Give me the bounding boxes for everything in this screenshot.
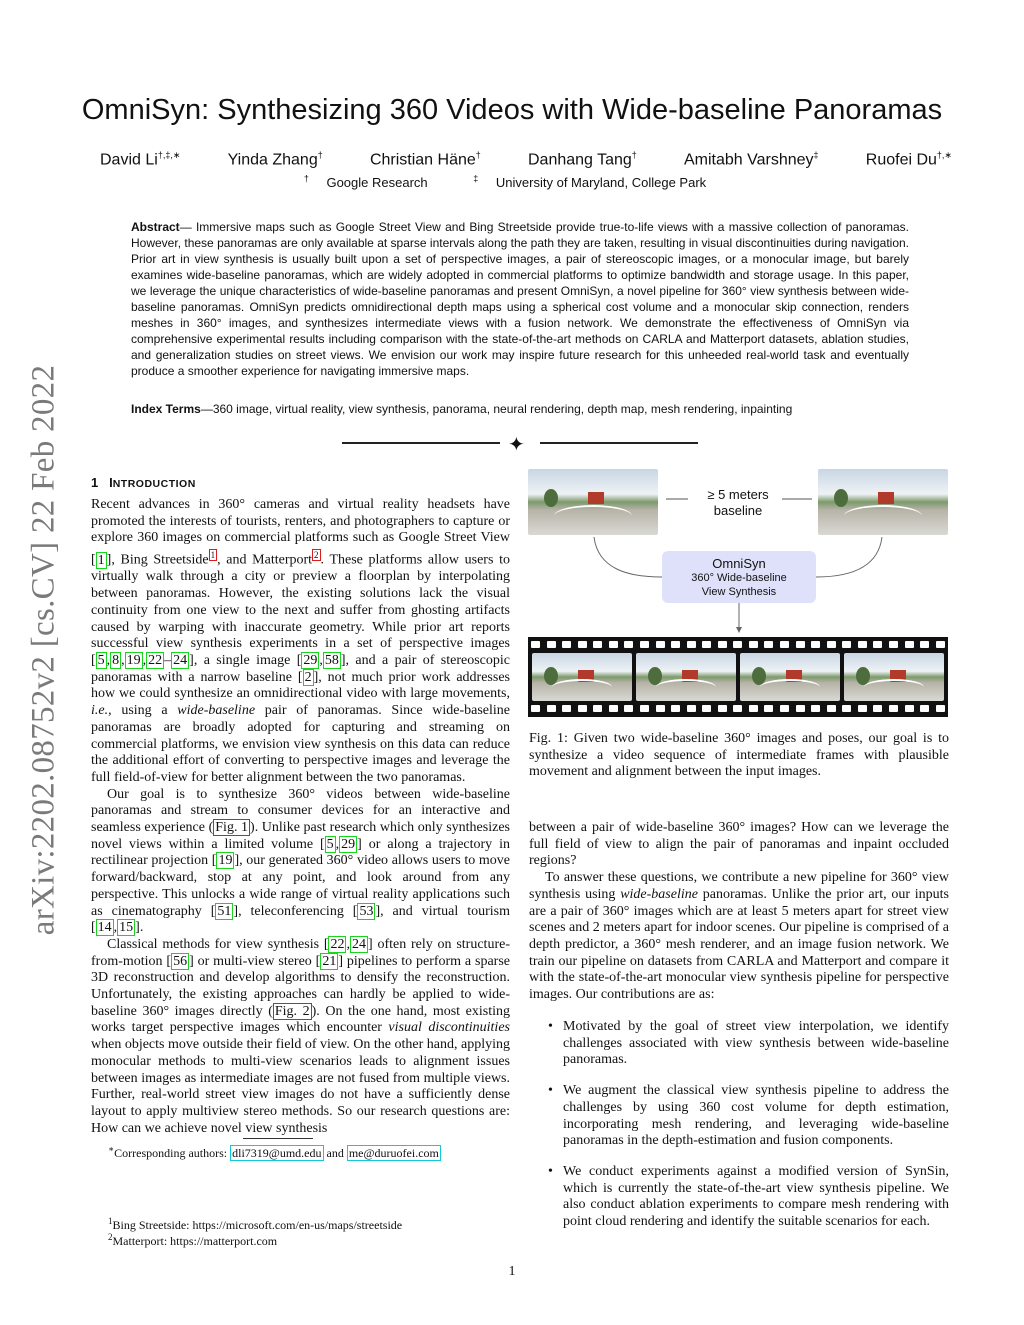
email-link[interactable]: dli7319@umd.edu: [232, 1146, 322, 1160]
synthesized-frame: [636, 653, 736, 701]
index-terms: Index Terms—360 image, virtual reality, view synthesis, panorama, neural rendering, depth map, mesh rendering, inpainting: [131, 402, 793, 416]
citation-link[interactable]: 58: [324, 652, 339, 668]
author-list: [100, 150, 952, 169]
synthesized-frame: [532, 653, 632, 701]
affiliation: ‡ University of Maryland, College Park: [473, 174, 707, 191]
left-column: [91, 497, 510, 1137]
citation-link[interactable]: 56: [173, 953, 188, 969]
footnote: $^1$Bing Streetside: https://microsoft.com/en-us/maps/streetside: [108, 1216, 403, 1232]
paragraph: Classical methods for view synthesis [ 22 , 24 ] often rely on structure-from-motion [ 56 ] or multi-view stereo [ 21 ] pipelines to perform a sparse 3D reconstruction and develop algorithms to densify the reconstruction. Unfortunately, the existing approaches can hardly be applied to wide-baseline 360° images directly ( Fig. 2 ). On the one hand, most existing works target perspective images which encounter visual discontinuities when objects move outside their field of view. On the other hand, applying monocular methods to multi-view scenarios leads to alignment issues between images as intermediate images are not fused from multiple views. Further, real-world street view images do not have a sufficiently dense layout to apply multiview stereo methods. So our research questions are: How can we achieve novel view synthesis: [91, 936, 510, 1136]
footnote-link[interactable]: 2: [314, 550, 319, 561]
figure-1: [528, 469, 948, 717]
filmstrip: [528, 637, 948, 717]
author: Christian Häne†: [369, 150, 481, 169]
citation-link[interactable]: 19: [218, 853, 233, 869]
paper-title: OmniSyn: Synthesizing 360 Videos with Wide-baseline Panoramas: [81, 94, 943, 126]
list-item: • We conduct experiments against a modified version of SynSin, which is currently the state-of-the-art view synthesis pipeline. We also conduct ablation experiments to compare mesh rendering with point cloud rendering and identify the suitable scenarios for each.: [548, 1164, 949, 1231]
footnote-link[interactable]: 1: [210, 550, 216, 561]
author: Amitabh Varshney‡: [684, 150, 819, 169]
citation-link[interactable]: 22: [148, 652, 163, 668]
citation-link[interactable]: 29: [341, 836, 356, 852]
citation-link[interactable]: 5: [97, 652, 105, 668]
footnote: $^2$Matterport: https://matterport.com: [108, 1232, 278, 1248]
abstract: Abstract— Immersive maps such as Google Street View and Bing Streetside provide true-to-life views with a massive collection of panoramas. However, these panoramas are only available at sparse intervals along the path they are taken, resulting in visual discontinuities during navigation. Prior art in view synthesis is usually built upon a set of perspective images, a pair of stereoscopic images, or a monocular image, but barely examines wide-baseline panoramas, which are widely adopted in commercial platforms to optimize bandwidth and storage usage. In this paper, we leverage the unique characteristics of wide-baseline panoramas and present OmniSyn, a novel pipeline for 360° view synthesis between wide-baseline panoramas. OmniSyn predicts omnidirectional depth maps using a spherical cost volume and a monocular skip connection, renders meshes in 360° images, and synthesizes intermediate views with a fusion network. We demonstrate the effectiveness of OmniSyn via comprehensive experimental results including comparison with the state-of-the-art methods on CARLA and Matterport datasets, ablation studies, and generalization studies on street views. We envision our work may inspire future research for this unheeded real-world task and eventually produce a smoother experience for navigating immersive maps.: [131, 220, 909, 378]
list-item: • Motivated by the goal of street view interpolation, we identify challenges associated with view synthesis between wide-baseline panoramas.: [548, 1019, 949, 1069]
paragraph: between a pair of wide-baseline 360° images? How can we leverage the full field of view to align the pair of panoramas and inpaint occluded regions?: [529, 820, 949, 869]
citation-link[interactable]: 2: [304, 669, 312, 685]
contribution-list: [548, 1019, 949, 1245]
citation-link[interactable]: 21: [322, 953, 337, 969]
citation-link[interactable]: 15: [119, 920, 134, 936]
citation-link[interactable]: 22: [330, 936, 345, 952]
paragraph: To answer these questions, we contribute a new pipeline for 360° view synthesis using wide-baseline panoramas. Unlike the prior art, our inputs are a pair of 360° images which are at least 5 meters apart for street view scenes and 2 meters apart for indoor scenes. Our pipeline is comprised of a depth predictor, a 360° mesh renderer, and an image fusion network. We train our pipeline on datasets from CARLA and Matterport and compare it with the state-of-the-art monocular view synthesis pipeline for perspective images. Our contributions are as:: [529, 870, 949, 1003]
figure-link[interactable]: Fig. 1: [215, 820, 249, 836]
email-link[interactable]: me@duruofei.com: [348, 1146, 439, 1160]
divider-star-icon: ✦: [508, 434, 525, 456]
synthesized-frame: [844, 653, 944, 701]
citation-link[interactable]: 1: [97, 552, 105, 568]
author: Ruofei Du†,∗: [865, 150, 952, 169]
affiliation: † Google Research: [303, 174, 428, 191]
citation-link[interactable]: 8: [112, 652, 120, 668]
citation-link[interactable]: 24: [173, 652, 188, 668]
divider-line: [342, 442, 500, 444]
author: Yinda Zhang†: [227, 150, 323, 169]
omnisyn-box: OmniSyn 360° Wide-baseline View Synthesis: [662, 551, 816, 603]
film-holes: [531, 641, 945, 649]
section-divider: [342, 434, 698, 454]
figure-1-caption: Fig. 1: Given two wide-baseline 360° images and poses, our goal is to synthesize a video sequence of intermediate frames with plausible movement and alignment between the input images.: [529, 731, 949, 780]
baseline-label: ≥ 5 meters baseline: [707, 487, 769, 518]
citation-link[interactable]: 14: [97, 920, 112, 936]
paragraph: Our goal is to synthesize 360° videos between wide-baseline panoramas and stream to consumer devices for an interactive and seamless experience ( Fig. 1 ). Unlike past research which only synthesizes novel views within a limited volume [ 5 , 29 ] or along a trajectory in rectilinear projection [ 19 ], our generated 360° video allows users to move forward/backward, stop at any point, and look around from any perspective. This unlocks a wide range of virtual reality applications such as cinematography [ 51 ], teleconferencing [ 53 ], and virtual tourism [ 14 , 15 ].: [91, 786, 510, 936]
citation-link[interactable]: 5: [326, 836, 334, 852]
author: David Li†,‡,∗: [100, 150, 181, 169]
list-item: • We augment the classical view synthesis pipeline to address the challenges by using 360 cost volume for depth estimation, incorporating mesh rendering, and leveraging wide-baseline panoramas in the depth-estimation and fusion components.: [548, 1083, 949, 1150]
affiliations: [0, 174, 1024, 190]
section-heading: 1 INTRODUCTION: [91, 475, 196, 490]
citation-link[interactable]: 53: [359, 903, 374, 919]
citation-link[interactable]: 24: [351, 936, 366, 952]
paragraph: Recent advances in 360° cameras and virtual reality headsets have promoted the interests of tourists, renters, and photographers to capture or explore 360 images on commercial platforms such as Google Street View [ 1 ], Bing Streetside $^1$ , and Matterport $^2$ . These platforms allow users to virtually walk through a city or preview a floorplan by interpolating between panoramas. However, the existing solutions lack the visual continuity from one view to the next and suffer from ghosting artifacts caused by warping with inaccurate geometry. While prior art reports successful view synthesis experiments in a set of perspective images [ 5 , 8 , 19 , 22 – 24 ], a single image [ 29 , 58 ], and a pair of stereoscopic panoramas with a narrow baseline [ 2 ], not much prior work addresses how we could synthesize an omnidirectional video with large movements, i.e., using a wide-baseline pair of panoramas. Since wide-baseline panoramas are broadly adopted for capturing and streaming on commercial platforms, we envision view synthesis on this data can reduce the additional effort of converting to perspective images and leverage the full field-of-view for better alignment between the two panoramas.: [91, 497, 511, 785]
arxiv-stamp: arXiv:2202.08752v2 [cs.CV] 22 Feb 2022: [25, 364, 62, 936]
synthesized-frame: [740, 653, 840, 701]
citation-link[interactable]: 19: [126, 652, 141, 668]
divider-line: [540, 442, 698, 444]
figure-link[interactable]: Fig. 2: [274, 1003, 310, 1019]
film-holes: [531, 705, 945, 713]
right-column: [529, 820, 949, 1004]
author: Danhang Tang†: [527, 150, 637, 169]
corresponding-authors: ∗Corresponding authors: dli7319@umd.edu and me@duruofei.com: [108, 1144, 439, 1160]
page-number: 1: [508, 1264, 516, 1279]
citation-link[interactable]: 51: [217, 903, 232, 919]
citation-link[interactable]: 29: [303, 652, 318, 668]
footnote-rule: [243, 1138, 313, 1139]
